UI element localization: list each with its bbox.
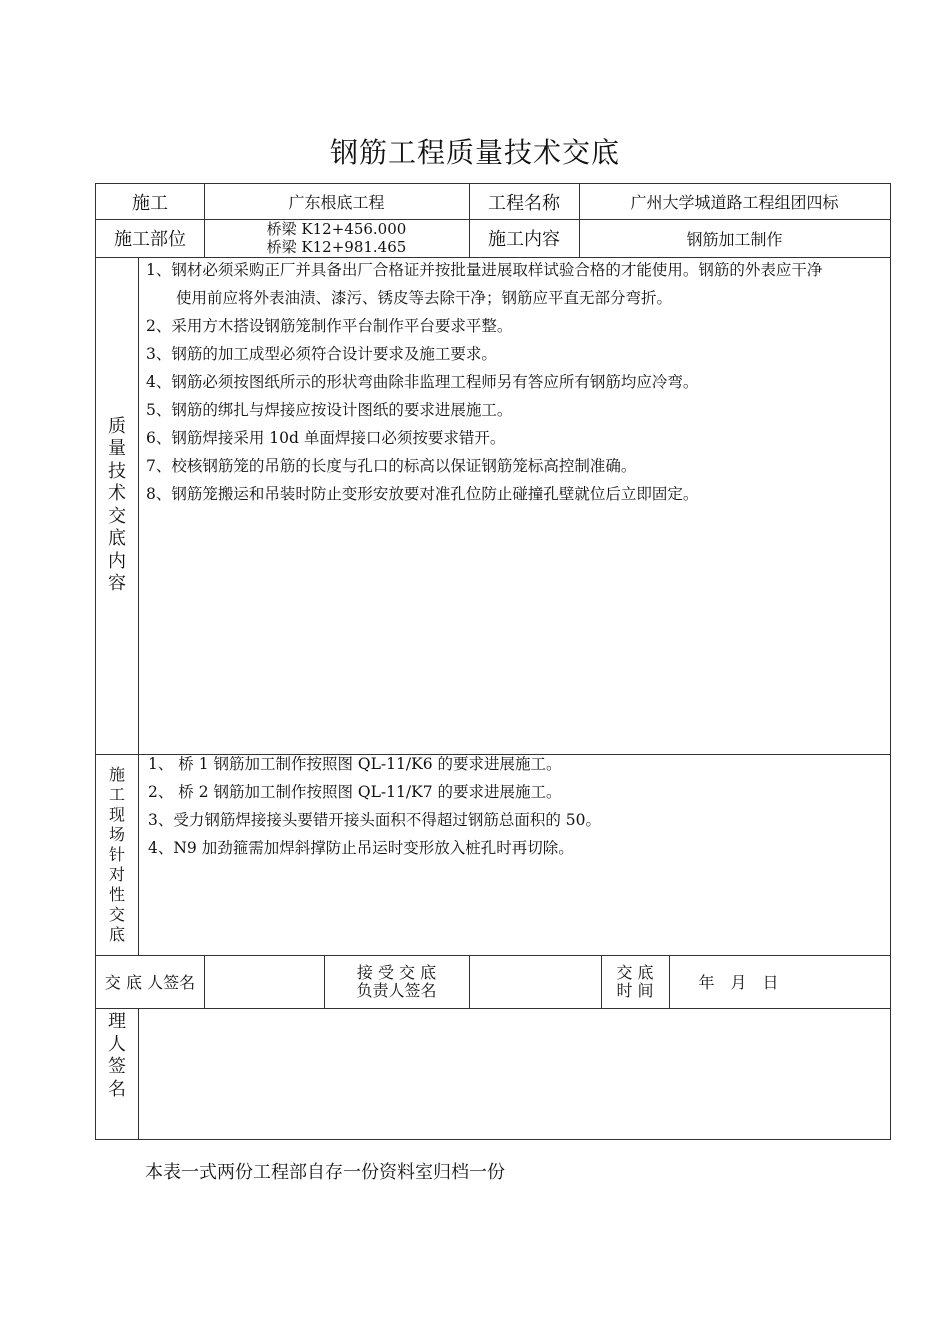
time-label-line-1: 交 底: [616, 962, 654, 982]
label-construction-content: 施工内容: [488, 229, 560, 250]
site-item: 2、 桥 2 钢筋加工制作按照图 QL-11/K7 的要求进展施工。: [148, 783, 562, 801]
label-char: 交: [108, 904, 125, 924]
label-char: 人: [108, 1033, 126, 1055]
label-char: 施: [108, 764, 125, 784]
label-char: 技: [108, 460, 126, 482]
label-char: 针: [108, 844, 125, 864]
quality-item: 2、采用方木搭设钢筋笼制作平台制作平台要求平整。: [146, 317, 513, 335]
handover-time-label: [601, 955, 669, 1008]
label-char: 现: [108, 804, 125, 824]
label-char: 对: [108, 864, 125, 884]
supervisor-signature-label: [96, 1008, 138, 1104]
construction-unit-value: 广东根底工程: [288, 193, 385, 212]
handover-signer-field[interactable]: [204, 955, 324, 1008]
label-char: 内: [108, 550, 126, 572]
label-construction-part: 施工部位: [114, 229, 186, 250]
receiver-label-line-1: 接 受 交 底: [356, 962, 437, 982]
site-item: 1、 桥 1 钢筋加工制作按照图 QL-11/K6 的要求进展施工。: [148, 755, 562, 773]
quality-item-continuation: 使用前应将外表油渍、漆污、锈皮等去除干净；钢筋应平直无部分弯折。: [176, 289, 673, 307]
handover-date-field[interactable]: 年 月 日: [698, 973, 779, 992]
label-char: 质: [108, 415, 126, 437]
time-label-line-2: 时 间: [616, 980, 654, 1000]
label-char: 量: [108, 438, 126, 459]
label-char: 名: [108, 1078, 126, 1100]
quality-item: 5、钢筋的绑扎与焊接应按设计图纸的要求进展施工。: [146, 401, 513, 419]
label-char: 签: [108, 1056, 126, 1077]
quality-item: 6、钢筋焊接采用 10d 单面焊接口必须按要求错开。: [146, 429, 506, 447]
site-section-content: [148, 750, 886, 862]
site-section-label: [96, 754, 138, 955]
label-project-name: 工程名称: [488, 192, 560, 214]
receiver-signer-field[interactable]: [469, 955, 601, 1008]
construction-content-value: 钢筋加工制作: [686, 229, 783, 249]
label-construction: 施工: [132, 192, 168, 214]
receiver-label-line-2: 负责人签名: [356, 980, 437, 1000]
label-char: 底: [108, 528, 126, 549]
site-item: 4、N9 加劲箍需加焊斜撑防止吊运时变形放入桩孔时再切除。: [148, 839, 574, 857]
label-char: 性: [108, 884, 125, 904]
quality-item: 3、钢筋的加工成型必须符合设计要求及施工要求。: [146, 345, 497, 363]
label-char: 场: [108, 824, 125, 844]
quality-section-label: [96, 257, 138, 754]
receiver-signer-label: [324, 955, 469, 1008]
quality-item: 8、钢筋笼搬运和吊装时防止变形安放要对准孔位防止碰撞孔壁就位后立即固定。: [146, 485, 699, 503]
quality-item: 7、校核钢筋笼的吊筋的长度与孔口的标高以保证钢筋笼标高控制准确。: [146, 457, 637, 475]
footer-note: 本表一式两份工程部自存一份资料室归档一份: [145, 1162, 505, 1183]
quality-item: 4、钢筋必须按图纸所示的形状弯曲除非监理工程师另有答应所有钢筋均应冷弯。: [146, 373, 699, 391]
supervisor-signature-field[interactable]: [138, 1008, 890, 1139]
col-divider: [138, 257, 139, 955]
label-char: 术: [108, 483, 126, 504]
project-name-value: 广州大学城道路工程组团四标: [630, 193, 839, 212]
label-char: 工: [108, 784, 125, 804]
label-char: 底: [108, 924, 125, 944]
part-line-1: 桥梁 K12+456.000: [266, 220, 407, 238]
part-line-2: 桥梁 K12+981.465: [266, 238, 407, 256]
quality-section-content: [146, 256, 886, 508]
label-char: 理: [108, 1011, 126, 1032]
construction-part-value: [204, 219, 469, 257]
document-title: 钢筋工程质量技术交底: [329, 136, 620, 169]
handover-signer-label: 交 底 人签名: [104, 973, 196, 992]
label-char: 交: [108, 505, 126, 527]
label-char: 容: [108, 573, 126, 594]
handover-form-table: [95, 183, 891, 1140]
quality-item: 1、钢材必须采购正厂并具备出厂合格证并按批量进展取样试验合格的才能使用。钢筋的外表应干净: [146, 261, 823, 279]
site-item: 3、受力钢筋焊接接头要错开接头面积不得超过钢筋总面积的 50。: [148, 811, 602, 829]
